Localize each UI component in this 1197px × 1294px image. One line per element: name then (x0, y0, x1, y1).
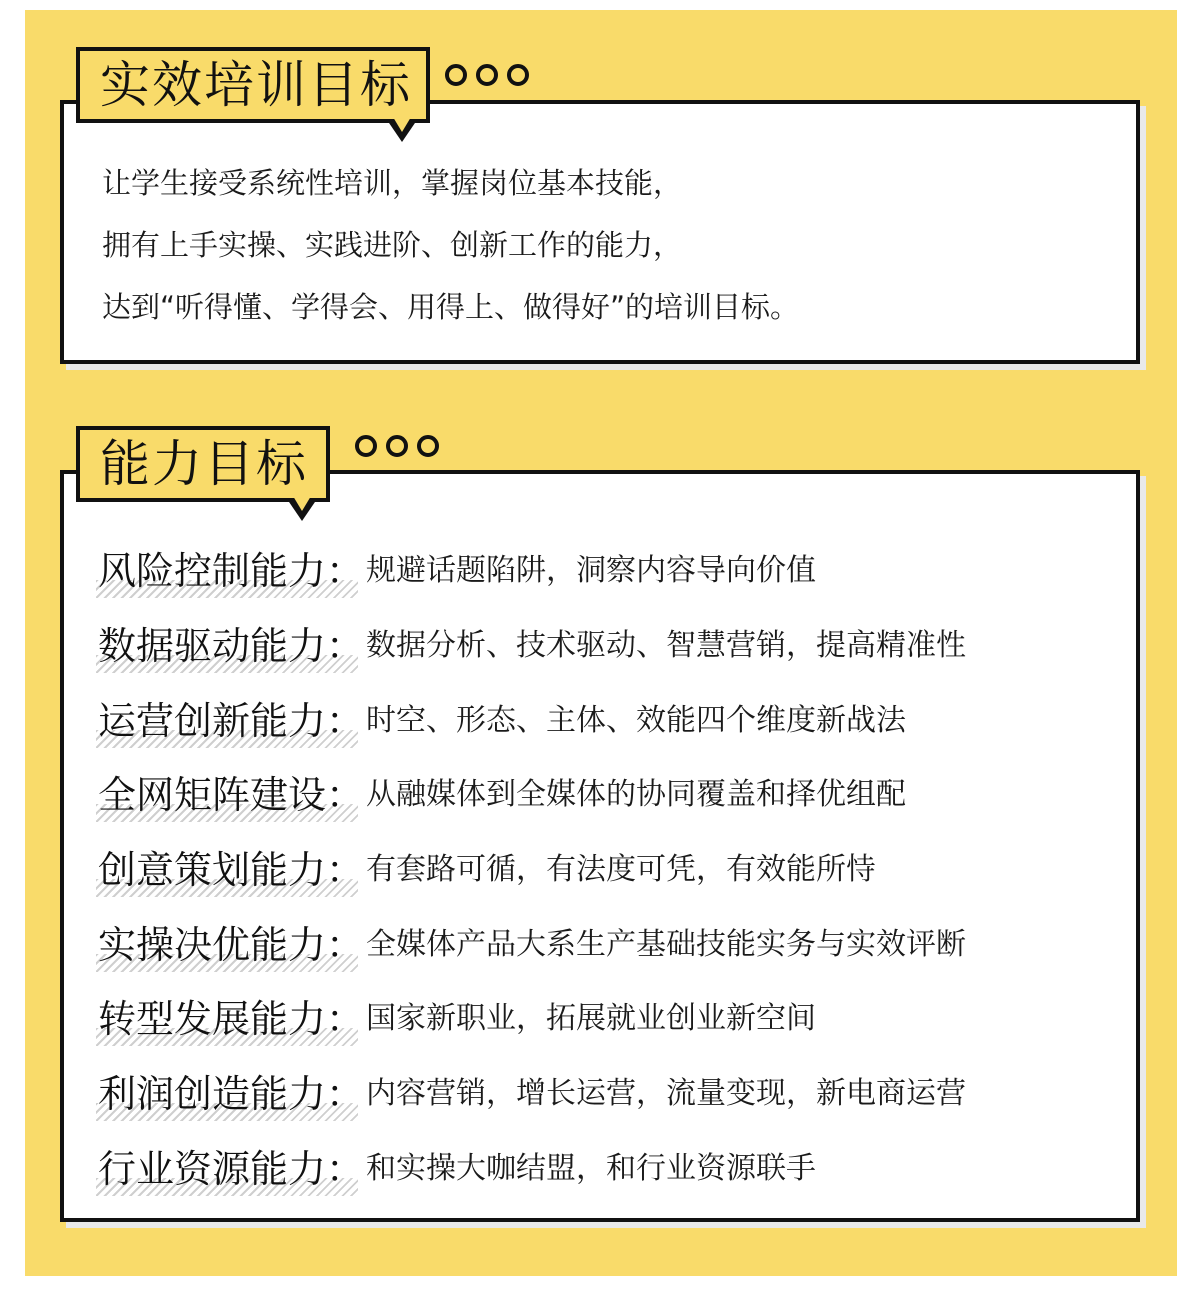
ability-item (96, 1057, 1126, 1132)
ability-item-title: 实操决优能力： (96, 926, 364, 964)
ability-item-title: 创意策划能力： (96, 851, 364, 889)
ability-item-title: 利润创造能力： (96, 1075, 364, 1113)
ability-item-desc: 内容营销，增长运营，流量变现，新电商运营 (366, 1076, 967, 1112)
ability-item-desc: 从融媒体到全媒体的协同覆盖和择优组配 (366, 777, 907, 813)
ability-item (96, 833, 1126, 908)
ability-item-title: 行业资源能力： (96, 1150, 364, 1188)
training-goals-text (102, 152, 1102, 338)
ability-item (96, 534, 1126, 609)
ability-item-desc: 时空、形态、主体、效能四个维度新战法 (366, 702, 907, 738)
three-dots-icon (445, 64, 529, 86)
ability-item-desc: 和实操大咖结盟，和行业资源联手 (366, 1150, 817, 1186)
ability-item-desc: 有套路可循，有法度可凭，有效能所恃 (366, 852, 877, 888)
ability-item-desc: 国家新职业，拓展就业创业新空间 (366, 1001, 817, 1037)
ability-item-title: 数据驱动能力： (96, 627, 364, 665)
training-goals-line: 拥有上手实操、实践进阶、创新工作的能力， (102, 228, 683, 262)
training-goals-line: 让学生接受系统性培训，掌握岗位基本技能， (102, 166, 683, 200)
ability-item (96, 907, 1126, 982)
training-goals-title: 实效培训目标 (100, 56, 412, 114)
three-dots-icon (355, 435, 439, 457)
training-goals-title-tag (76, 47, 430, 123)
ability-item-desc: 规避话题陷阱，洞察内容导向价值 (366, 553, 817, 589)
ability-item (96, 609, 1126, 684)
ability-item (96, 758, 1126, 833)
ability-item-desc: 数据分析、技术驱动、智慧营销，提高精准性 (366, 628, 967, 664)
ability-item-title: 风险控制能力： (96, 552, 364, 590)
ability-goals-title-tag (76, 426, 330, 502)
ability-item (96, 1132, 1126, 1207)
ability-item-title: 运营创新能力： (96, 702, 364, 740)
training-goals-line: 达到“听得懂、学得会、用得上、做得好”的培训目标。 (102, 290, 800, 324)
ability-item-desc: 全媒体产品大系生产基础技能实务与实效评断 (366, 926, 967, 962)
ability-item-title: 转型发展能力： (96, 1000, 364, 1038)
ability-list (96, 534, 1126, 1206)
ability-item-title: 全网矩阵建设： (96, 776, 364, 814)
ability-item (96, 982, 1126, 1057)
ability-goals-title: 能力目标 (100, 435, 308, 493)
ability-item (96, 683, 1126, 758)
